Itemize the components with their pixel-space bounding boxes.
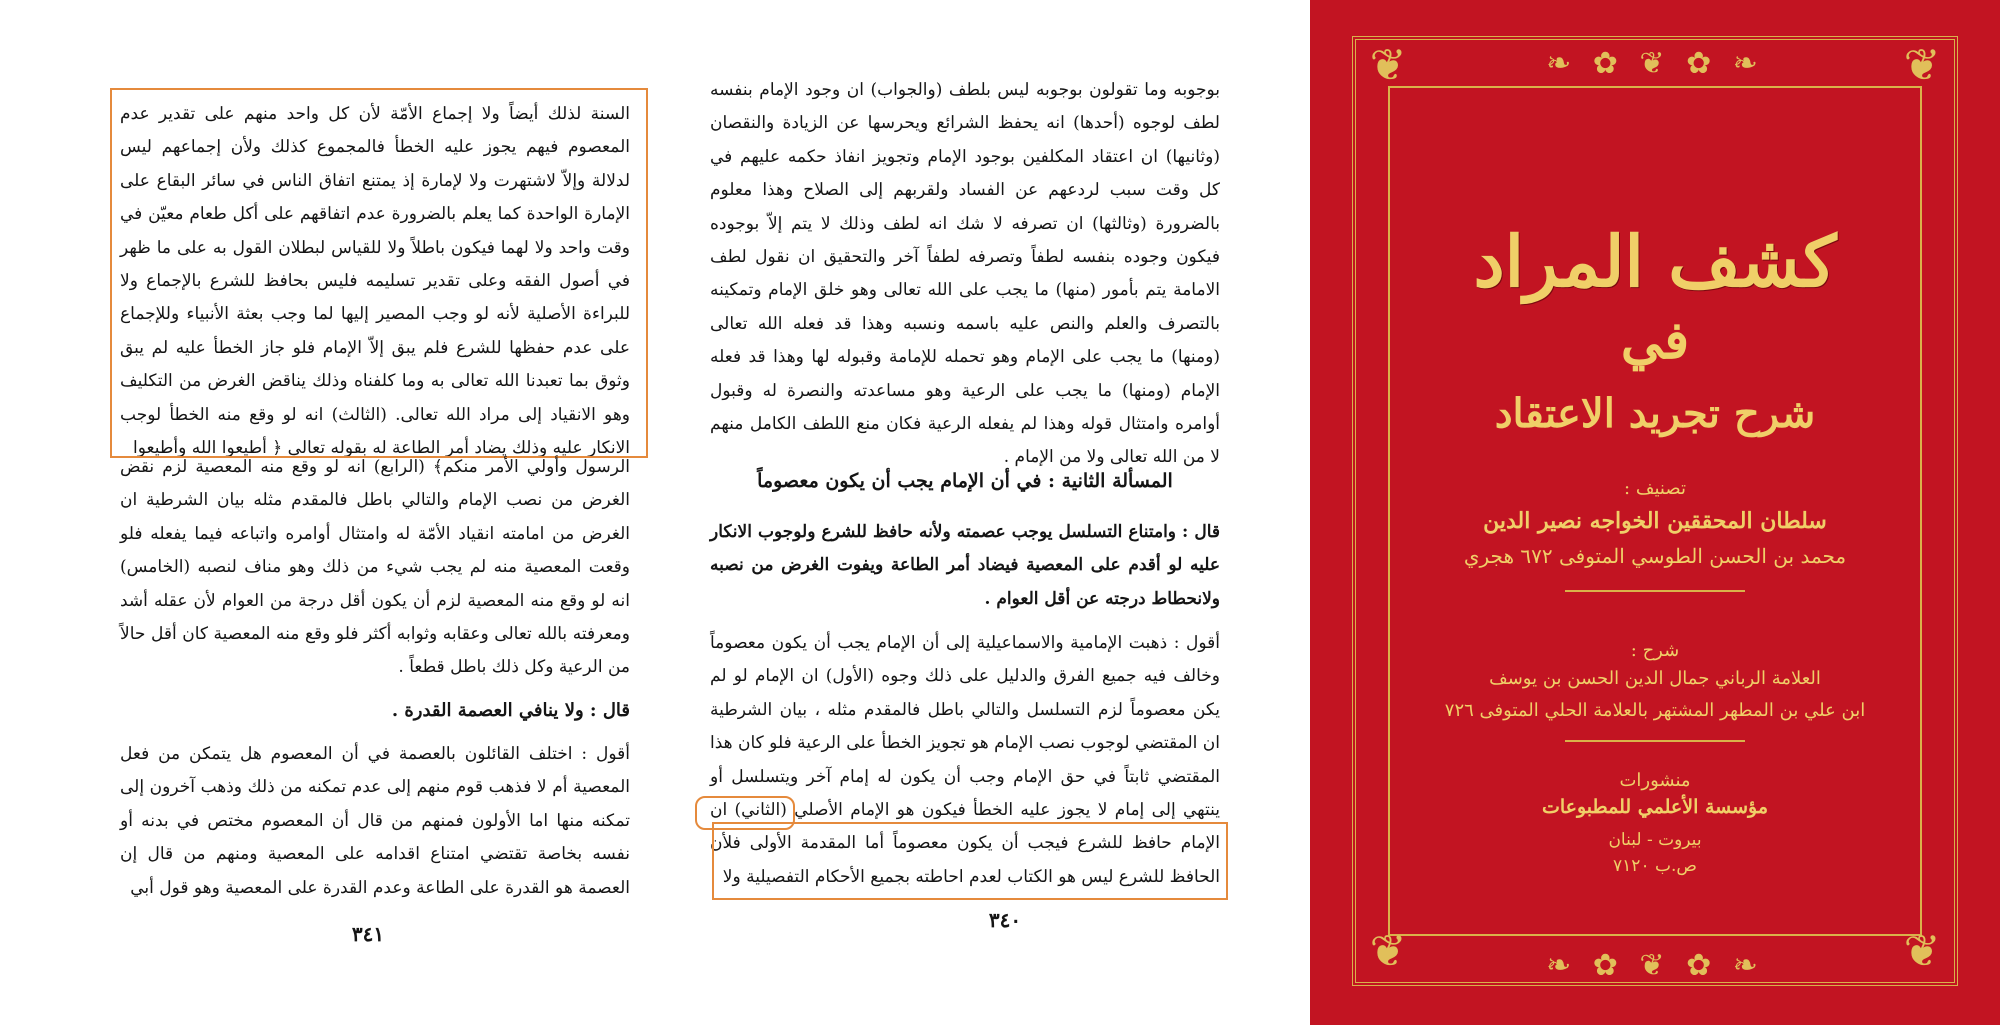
cover-author-label: تصنيف :	[1624, 478, 1686, 499]
page-341-bottom-paragraph	[120, 738, 630, 905]
cover-publisher-label: منشورات	[1619, 770, 1691, 791]
book-cover	[1310, 0, 2000, 1025]
cover-subtitle: شرح تجريد الاعتقاد	[1494, 390, 1816, 437]
cover-author-line-2: محمد بن الحسن الطوسي المتوفى ٦٧٢ هجري	[1463, 544, 1847, 568]
cover-title: كشف المراد	[1473, 220, 1837, 303]
corner-ornament-icon: ❦	[1369, 926, 1407, 977]
page-number-340: ٣٤٠	[988, 908, 1022, 932]
page-340-top-text: بوجوبه وما تقولون بوجوبه ليس بلطف (والجواب) ان وجود الإمام بنفسه لطف لوجوه (أحدها) انه يحفظ الشرائع ويحرسها عن الزيادة والنقصان (وثانيها) ان اعتقاد المكلفين بوجود الإمام وتجويز انفاذ حكمه عليهم في كل وقت سبب لردعهم عن الفساد ولقربهم إلى الصلاح وهذا معلوم بالضرورة (وثالثها) ان تصرفه لا شك انه لطف وذلك لا يتم إلاّ بوجوده فيكون وجوده بنفسه لطفاً وتصرفه لطفاً آخر والتحقيق ان نقول لطف الامامة يتم بأمور (منها) ما يجب على الله تعالى وهو خلق الإمام وتمكينه بالتصرف والعلم والنص عليه باسمه ونسبه وهذا قد فعله الله تعالى (ومنها) ما يجب على الإمام وهو تحمله للإمامة وقبوله لها وهذا قد فعله الإمام (ومنها) ما يجب على الرعية وهو مساعدته والنصرة له وقبول أوامره وامتثال قوله وهذا لم يفعله الرعية فكان منع اللطف الكامل منهم لا من الله تعالى ولا من الإمام .	[710, 80, 1220, 468]
cover-publisher-pobox: ص.ب ٧١٢٠	[1613, 856, 1697, 876]
page-341-bottom-text: أقول : اختلف القائلون بالعصمة في أن المعصوم هل يتمكن من فعل المعصية أم لا فذهب قوم منهم إلى عدم تمكنه من ذلك وذهب آخرون إلى تمكنه منها اما الأولون فمنهم من قال أن المعصوم مختص في بدنه أو نفسه بخاصة تقتضي امتناع اقدامه على المعصية ومنهم من قال إن العصمة هو القدرة على الطاعة وعدم القدرة على المعصية وهو قول أبي	[120, 744, 630, 898]
cover-divider	[1565, 590, 1745, 592]
cover-divider	[1565, 740, 1745, 742]
page-340-aqul-paragraph	[710, 627, 1220, 894]
page-341-middle-paragraph	[120, 451, 630, 685]
page-341-heading: قال : ولا ينافي العصمة القدرة .	[391, 700, 630, 721]
cover-publisher-name: مؤسسة الأعلمي للمطبوعات	[1541, 796, 1769, 818]
cover-author-line-1: سلطان المحققين الخواجه نصير الدين	[1483, 508, 1827, 534]
arabesque-ornament-icon: ❧ ✿ ❦ ✿ ❧	[1546, 948, 1764, 983]
page-340-top-paragraph	[710, 74, 1220, 475]
corner-ornament-icon: ❦	[1369, 40, 1407, 91]
cover-commentator-line-1: العلامة الرباني جمال الدين الحسن بن يوسف	[1489, 668, 1821, 689]
corner-ornament-icon: ❦	[1903, 40, 1941, 91]
page-341-middle-text: الرسول وأولي الأمر منكم﴾ (الرابع) انه لو وقع منه المعصية لزم نقض الغرض من نصب الإمام والتالي باطل فالمقدم مثله بيان الشرطية ان الغرض من امامته انقياد الأمّة له وامتثال أوامره واتباعه فيما يفعله فلو وقعت المعصية منه لم يجب شيء من ذلك وهو مناف لنصبه (الخامس) انه لو وقع منه المعصية لزم أن يكون أقل درجة من العوام لأن عقله أشد ومعرفته بالله تعالى وعقابه وثوابه أكثر فلو وقع منه المعصية كان أقل حالاً من الرعية وكل ذلك باطل قطعاً .	[120, 457, 630, 678]
page-340-qal-paragraph	[710, 516, 1220, 616]
page-340-aqul-text: أقول : ذهبت الإمامية والاسماعيلية إلى أن الإمام يجب أن يكون معصوماً وخالف فيه جميع الفرق والدليل على ذلك وجوه (الأول) ان الإمام لو لم يكن معصوماً لزم التسلسل والتالي باطل فالمقدم مثله ، بيان الشرطية ان المقتضي لوجوب نصب الإمام هو تجويز الخطأ على الرعية فلو كان هذا المقتضي ثابتاً في حق الإمام وجب أن يكون له إمام آخر ويتسلسل أو ينتهي إلى إمام لا يجوز عليه الخطأ فيكون هو الإمام الأصلي (الثاني) ان الإمام حافظ للشرع فيجب أن يكون معصوماً أما المقدمة الأولى فلأن الحافظ للشرع ليس هو الكتاب لعدم احاطته بجميع الأحكام التفصيلية ولا	[710, 633, 1220, 887]
arabesque-ornament-icon: ❧ ✿ ❦ ✿ ❧	[1546, 46, 1764, 81]
cover-publisher-city: بيروت - لبنان	[1608, 830, 1702, 850]
page-340	[690, 0, 1310, 1025]
cover-fi: في	[1620, 310, 1690, 371]
corner-ornament-icon: ❦	[1903, 926, 1941, 977]
cover-commentator-line-2: ابن علي بن المطهر المشتهر بالعلامة الحلي المتوفى ٧٢٦	[1444, 700, 1866, 721]
page-number-341: ٣٤١	[351, 922, 385, 946]
page-341-top-text: السنة لذلك أيضاً ولا إجماع الأمّة لأن كل واحد منهم على تقدير عدم المعصوم فيهم يجوز عليه الخطأ فالمجموع كذلك ولأن إجماعهم ليس لدلالة وإلاّ لاشتهرت ولا لإمارة إذ يمتنع اتفاق الناس في سائر البقاع على الإمارة الواحدة كما يعلم بالضرورة عدم اتفاقهم على أكل طعام معيّن في وقت واحد ولا لهما فيكون باطلاً ولا للقياس لبطلان القول به على ما ظهر في أصول الفقه وعلى تقدير تسليمه فليس بحافظ للشرع بالإجماع ولا للبراءة الأصلية لأنه لو وجب المصير إليها لما وجب بعثة الأنبياء وللإجماع على عدم حفظها للشرع فلم يبق إلاّ الإمام فلو جاز الخطأ عليه لم يبق وثوق بما تعبدنا الله تعالى به وما كلفناه وذلك يناقض الغرض من التكليف وهو الانقياد إلى مراد الله تعالى. (الثالث) انه لو وقع منه الخطأ لوجب الانكار عليه وذلك يضاد أمر الطاعة له بقوله تعالى ﴿ أطيعوا الله وأطيعوا	[120, 104, 630, 459]
page-340-qal-text: قال : وامتناع التسلسل يوجب عصمته ولأنه حافظ للشرع ولوجوب الانكار عليه لو أقدم على المعصية فيضاد أمر الطاعة ويفوت الغرض من نصبه ولانحطاط درجته عن أقل العوام .	[710, 522, 1220, 609]
page-341-top-paragraph	[120, 98, 630, 465]
cover-commentator-label: شرح :	[1630, 640, 1680, 661]
page-340-heading: المسألة الثانية : في أن الإمام يجب أن يكون معصوماً	[757, 470, 1173, 492]
page-341	[0, 0, 690, 1025]
